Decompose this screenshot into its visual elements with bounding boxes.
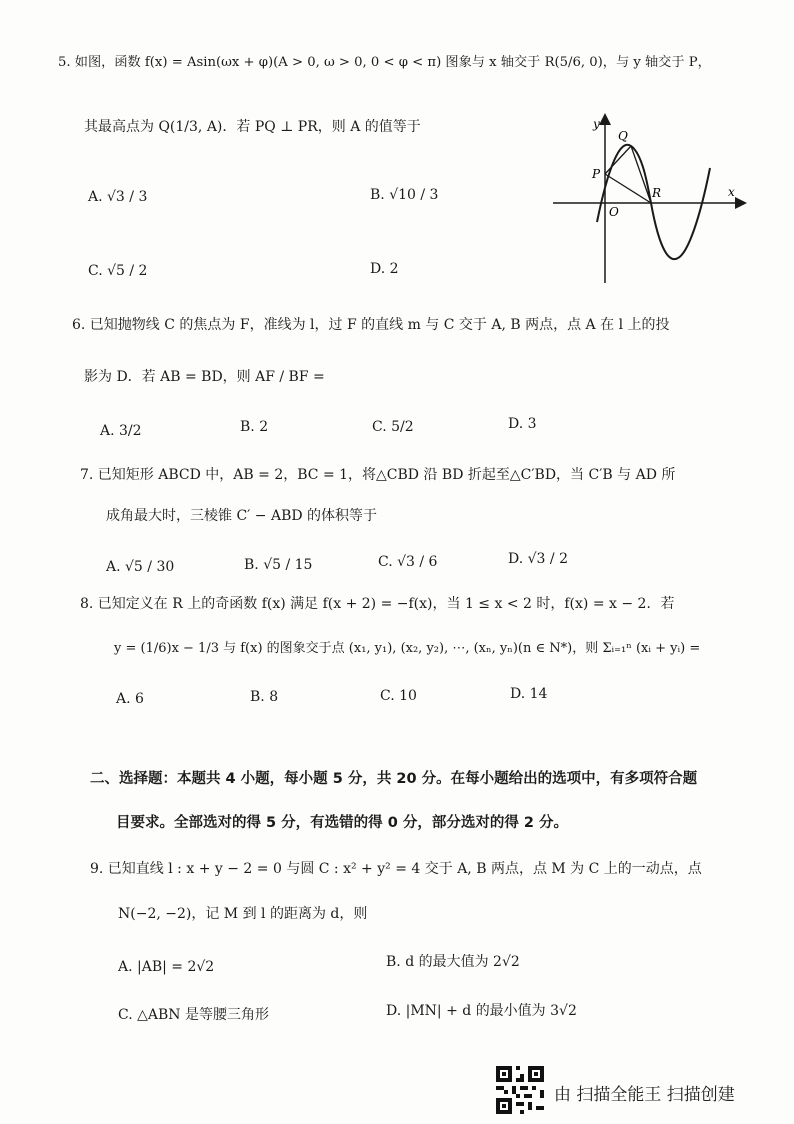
q5-line1: 5. 如图，函数 f(x) = Asin(ωx + φ)(A > 0, ω > 0, 0 < φ < π) 图象与 x 轴交于 R(5/6, 0)，与 y 轴交于 P，: [58, 55, 711, 70]
q8-option-d: D. 14: [510, 686, 548, 702]
q6-option-a: A. 3/2: [100, 423, 142, 439]
q5-option-b: B. √10 / 3: [370, 187, 439, 203]
q8-option-a: A. 6: [116, 691, 144, 707]
q6-option-c: C. 5/2: [372, 419, 414, 435]
segment-pq: [605, 146, 631, 174]
q9-line1: 9. 已知直线 l : x + y − 2 = 0 与圆 C : x² + y² = 4 交于 A, B 两点，点 M 为 C 上的一动点，点: [90, 861, 702, 877]
q6-line2: 影为 D．若 AB = BD，则 AF / BF =: [84, 369, 325, 385]
segment-qr: [631, 146, 651, 203]
sine-curve: [597, 145, 710, 259]
q8-option-c: C. 10: [380, 688, 417, 704]
q6-option-b: B. 2: [240, 419, 269, 435]
section2-line1: 二、选择题：本题共 4 小题，每小题 5 分，共 20 分。在每小题给出的选项中，有多项符合题: [90, 771, 698, 787]
qr-code-icon: [496, 1066, 544, 1114]
scanner-watermark: 由 扫描全能王 扫描创建: [554, 1085, 735, 1105]
q6-line1: 6. 已知抛物线 C 的焦点为 F，准线为 l，过 F 的直线 m 与 C 交于 A, B 两点，点 A 在 l 上的投: [72, 317, 670, 333]
q9-option-d: D. |MN| + d 的最小值为 3√2: [386, 1003, 577, 1019]
q7-option-a: A. √5 / 30: [106, 559, 175, 575]
q9-option-b: B. d 的最大值为 2√2: [386, 954, 520, 970]
q5-line2: 其最高点为 Q(1/3, A)．若 PQ ⊥ PR，则 A 的值等于: [84, 119, 421, 135]
q8-option-b: B. 8: [250, 689, 279, 705]
section2-line2: 目要求。全部选对的得 5 分，有选错的得 0 分，部分选对的得 2 分。: [116, 815, 569, 831]
label-r: R: [652, 186, 662, 200]
q9-option-c: C. △ABN 是等腰三角形: [118, 1007, 269, 1023]
q8-line2: y = (1/6)x − 1/3 与 f(x) 的图象交于点 (x₁, y₁), (x₂, y₂), ⋯, (xₙ, yₙ)(n ∈ N*)，则 Σᵢ₌₁ⁿ (xᵢ + yᵢ) =: [114, 641, 701, 656]
label-p: P: [592, 167, 601, 181]
q8-line1: 8. 已知定义在 R 上的奇函数 f(x) 满足 f(x + 2) = −f(x)，当 1 ≤ x < 2 时，f(x) = x − 2．若: [80, 596, 675, 612]
label-x: x: [728, 185, 735, 199]
label-o: O: [609, 205, 619, 219]
q7-line1: 7. 已知矩形 ABCD 中，AB = 2，BC = 1，将△CBD 沿 BD 折起至△C′BD，当 C′B 与 AD 所: [80, 467, 676, 483]
q7-line2: 成角最大时，三棱锥 C′ − ABD 的体积等于: [106, 508, 378, 524]
q9-option-a: A. |AB| = 2√2: [118, 959, 215, 975]
sine-graph: [548, 108, 753, 288]
segment-pr: [605, 174, 651, 203]
q9-line2: N(−2, −2)，记 M 到 l 的距离为 d，则: [118, 906, 368, 922]
q7-option-c: C. √3 / 6: [378, 554, 438, 570]
label-y: y: [593, 117, 600, 131]
q6-option-d: D. 3: [508, 416, 537, 432]
q5-option-c: C. √5 / 2: [88, 263, 148, 279]
q5-option-d: D. 2: [370, 261, 399, 277]
q7-option-d: D. √3 / 2: [508, 551, 568, 567]
q5-option-a: A. √3 / 3: [88, 189, 148, 205]
q7-option-b: B. √5 / 15: [244, 557, 313, 573]
label-q: Q: [618, 129, 628, 143]
